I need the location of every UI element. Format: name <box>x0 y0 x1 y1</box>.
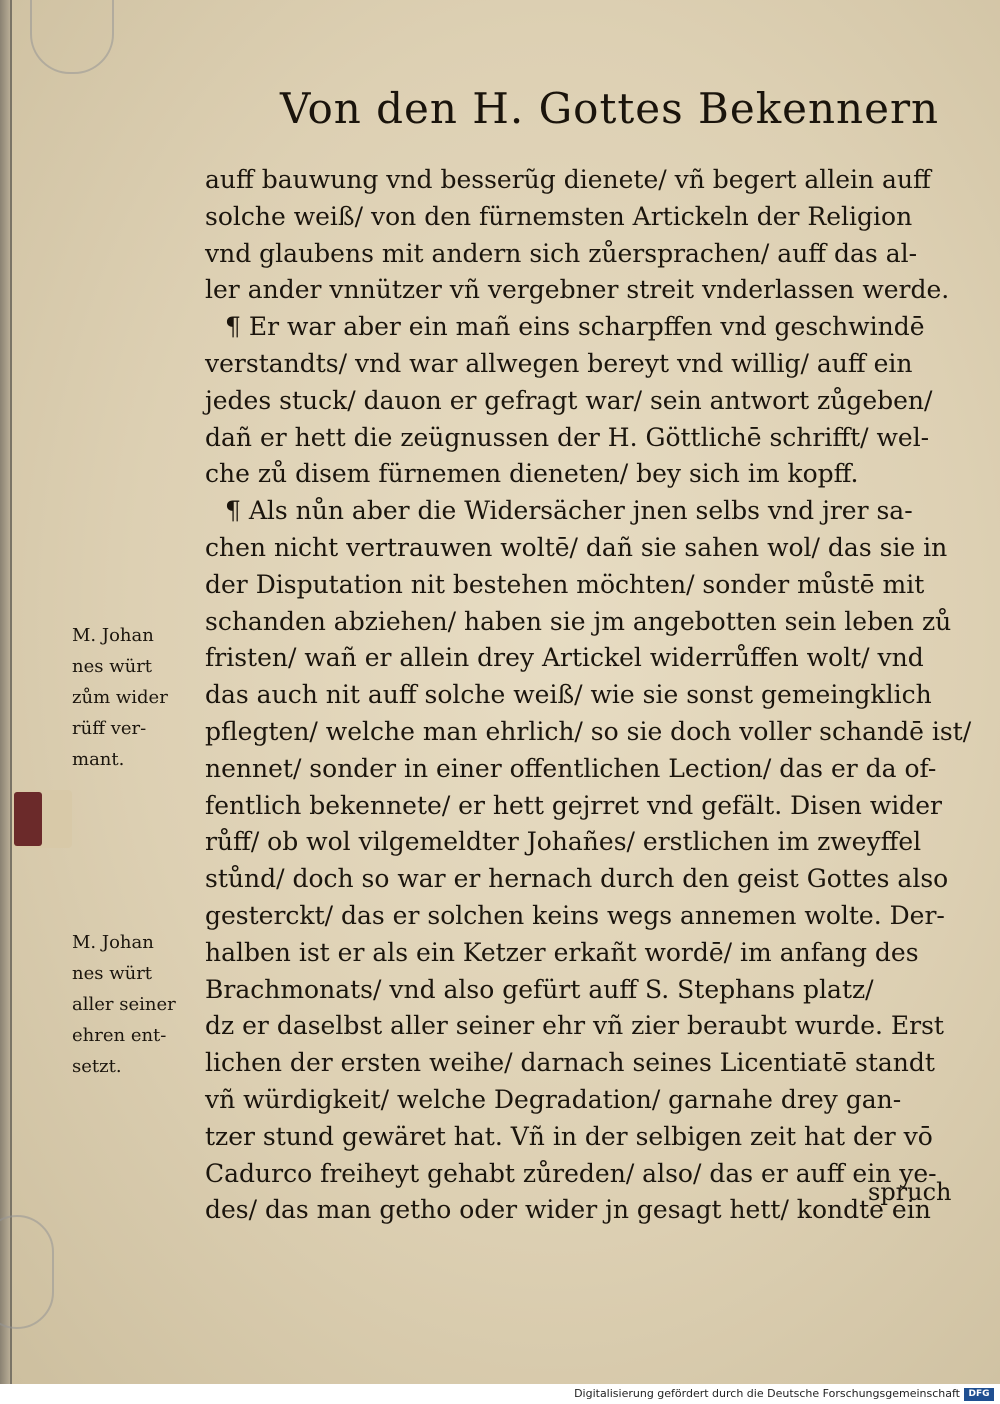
text-line: dz er daselbst aller seiner ehr vñ zier beraubt wurde. Erst <box>205 1011 944 1041</box>
catchword: spruch <box>868 1178 952 1206</box>
text-line: pflegten/ welche man ehrlich/ so sie doch voller schandē ist/ <box>205 716 972 746</box>
marginal-note-line: M. Johan <box>72 932 154 953</box>
page-edge <box>0 0 10 1384</box>
text-line: dañ er hett die zeügnussen der H. Göttlichē schrifft/ wel- <box>205 422 930 452</box>
paper-clip-top <box>30 0 114 74</box>
text-line: vñ würdigkeit/ welche Degradation/ garnahe drey gan- <box>205 1084 902 1114</box>
marginal-note-line: nes würt <box>72 963 153 984</box>
text-line: růff/ ob wol vilgemeldter Johañes/ erstlichen im zweyffel <box>205 827 922 857</box>
text-line: verstandts/ vnd war allwegen bereyt vnd willig/ auff ein <box>205 348 913 378</box>
text-line: solche weiß/ von den fürnemsten Artickeln der Religion <box>205 201 913 231</box>
text-line: des/ das man getho oder wider jn gesagt hett/ kondte ein <box>205 1195 931 1225</box>
marginal-note-line: zům wider <box>72 687 168 708</box>
marginal-note-line: mant. <box>72 749 125 770</box>
text-line: che zů disem fürnemen dieneten/ bey sich im kopff. <box>205 459 859 489</box>
text-line: ¶ Er war aber ein mañ eins scharpffen vnd geschwindē <box>225 312 925 342</box>
running-header: Von den H. Gottes Bekennern <box>280 84 940 133</box>
text-line: das auch nit auff solche weiß/ wie sie sonst gemeingklich <box>205 680 932 710</box>
text-line: nennet/ sonder in einer offentlichen Lection/ das er da of- <box>205 753 937 783</box>
marginal-note-line: ehren ent- <box>72 1025 167 1046</box>
funding-credit: Digitalisierung gefördert durch die Deutsche Forschungsgemeinschaft <box>574 1387 960 1400</box>
text-line: auff bauwung vnd besserũg dienete/ vñ begert allein auff <box>205 165 931 194</box>
text-line: chen nicht vertrauwen woltē/ dañ sie sahen wol/ das sie in <box>205 532 948 562</box>
footer-bar <box>0 1386 1000 1404</box>
text-line: der Disputation nit bestehen möchten/ sonder můstē mit <box>205 569 925 599</box>
text-line: vnd glaubens mit andern sich zůersprachen/ auff das al- <box>205 238 918 268</box>
text-line: Brachmonats/ vnd also gefürt auff S. Stephans platz/ <box>205 974 874 1004</box>
marginal-note-line: aller seiner <box>72 994 176 1015</box>
main-text-block <box>205 162 975 1229</box>
marginal-note-line: rüff ver- <box>72 718 147 739</box>
text-line: jedes stuck/ dauon er gefragt war/ sein antwort zůgeben/ <box>205 385 933 415</box>
text-line: tzer stund gewäret hat. Vñ in der selbigen zeit hat der vō <box>205 1121 933 1151</box>
text-line: fristen/ wañ er allein drey Artickel widerrůffen wolt/ vnd <box>205 643 924 673</box>
text-line: halben ist er als ein Ketzer erkañt wordē/ im anfang des <box>205 937 919 967</box>
marginal-note-line: M. Johan <box>72 625 154 646</box>
text-line: stůnd/ doch so war er hernach durch den geist Gottes also <box>205 864 949 894</box>
marginal-note <box>72 620 202 775</box>
text-line: Cadurco freiheyt gehabt zůreden/ also/ das er auff ein ye- <box>205 1158 937 1188</box>
text-line: lichen der ersten weihe/ darnach seines Licentiatē standt <box>205 1048 935 1078</box>
bookmark-ribbon <box>14 792 42 846</box>
text-line: schanden abziehen/ haben sie jm angebotten sein leben zů <box>205 606 952 636</box>
text-line: ¶ Als nůn aber die Widersächer jnen selbs vnd jrer sa- <box>225 496 913 526</box>
text-line: ler ander vnnützer vñ vergebner streit vnderlassen werde. <box>205 275 950 305</box>
marginal-note <box>72 927 202 1082</box>
marginal-note-line: nes würt <box>72 656 153 677</box>
marginal-note-line: setzt. <box>72 1056 122 1077</box>
paper-clip-bottom <box>0 1215 54 1329</box>
text-line: fentlich bekennete/ er hett gejrret vnd gefält. Disen wider <box>205 790 942 820</box>
dfg-logo: DFG <box>964 1388 994 1401</box>
text-line: gesterckt/ das er solchen keins wegs annemen wolte. Der- <box>205 900 945 930</box>
